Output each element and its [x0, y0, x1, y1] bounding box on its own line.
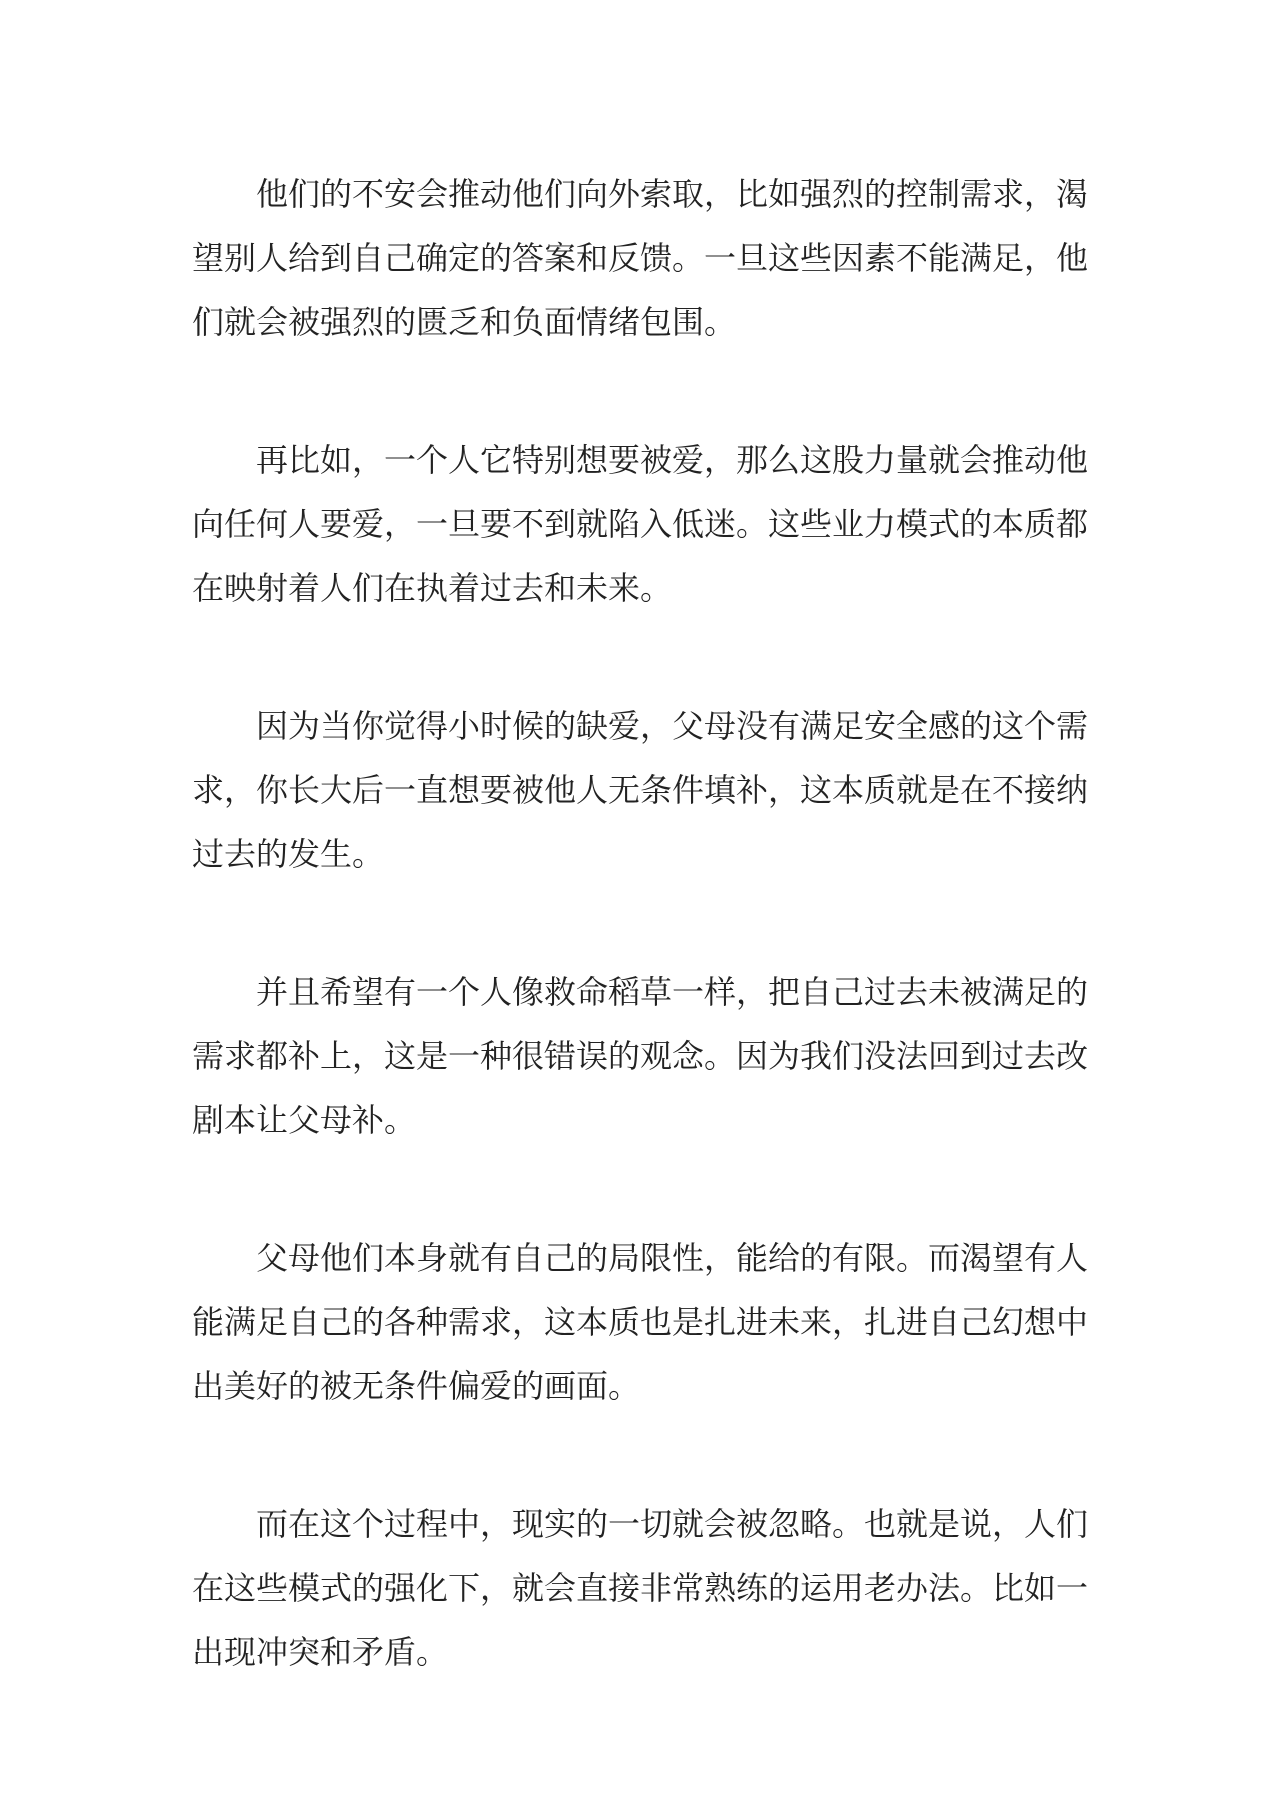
document-body — [192, 162, 1088, 1758]
paragraph-2: 再比如，一个人它特别想要被爱，那么这股力量就会推动他向任何人要爱，一旦要不到就陷入低迷。这些业力模式的本质都在映射着人们在执着过去和未来。 — [192, 441, 1089, 607]
paragraph-5: 父母他们本身就有自己的局限性，能给的有限。而渴望有人能满足自己的各种需求，这本质也是扎进未来，扎进自己幻想中出美好的被无条件偏爱的画面。 — [192, 1239, 1089, 1405]
paragraph-1: 他们的不安会推动他们向外索取，比如强烈的控制需求，渴望别人给到自己确定的答案和反馈。一旦这些因素不能满足，他们就会被强烈的匮乏和负面情绪包围。 — [192, 175, 1089, 341]
paragraph-4: 并且希望有一个人像救命稻草一样，把自己过去未被满足的需求都补上，这是一种很错误的观念。因为我们没法回到过去改剧本让父母补。 — [192, 973, 1089, 1139]
paragraph-3: 因为当你觉得小时候的缺爱，父母没有满足安全感的这个需求，你长大后一直想要被他人无条件填补，这本质就是在不接纳过去的发生。 — [192, 707, 1089, 873]
paragraph-6: 而在这个过程中，现实的一切就会被忽略。也就是说，人们在这些模式的强化下，就会直接非常熟练的运用老办法。比如一出现冲突和矛盾。 — [192, 1505, 1089, 1671]
